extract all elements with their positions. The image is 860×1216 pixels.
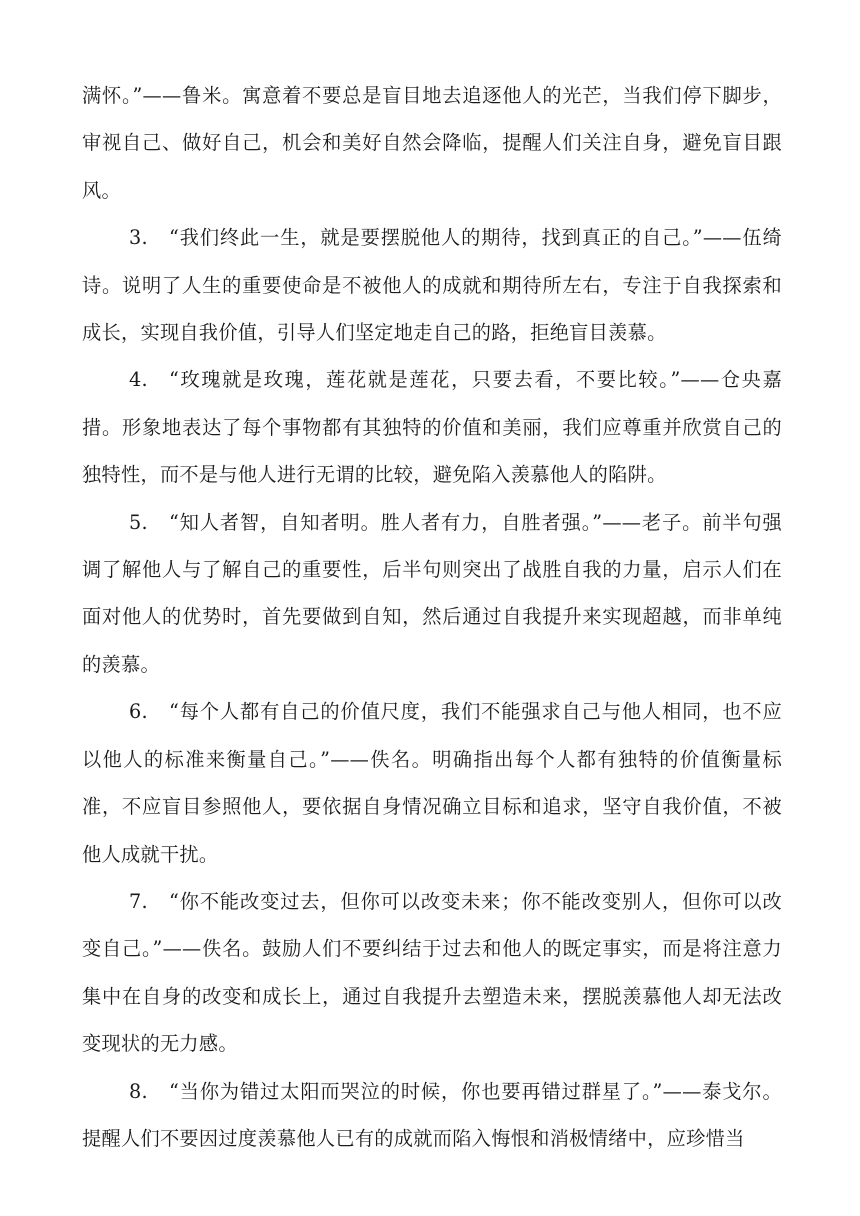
quote-item-3 [82, 214, 782, 356]
item-number: 3. [129, 226, 148, 250]
paragraph-text: “你不能改变过去，但你可以改变未来；你不能改变别人，但你可以改变自己。”——佚名。鼓励人们不要纠结于过去和他人的既定事实，而是将注意力集中在自身的改变和成长上，通过自我提升去塑造未来，摆脱羡慕他人却无法改变现状的无力感。 [82, 889, 782, 1056]
paragraph-text: “当你为错过太阳而哭泣的时候，你也要再错过群星了。”——泰戈尔。提醒人们不要因过度羡慕他人已有的成就而陷入悔恨和消极情绪中，应珍惜当 [82, 1079, 782, 1150]
quote-item-5 [82, 499, 782, 689]
item-number: 8. [129, 1079, 148, 1103]
document-body [82, 72, 782, 1162]
item-number: 5. [129, 510, 148, 534]
quote-item-4 [82, 356, 782, 498]
paragraph-text: 满怀。”——鲁米。寓意着不要总是盲目地去追逐他人的光芒，当我们停下脚步，审视自己、做好自己，机会和美好自然会降临，提醒人们关注自身，避免盲目跟风。 [82, 84, 782, 202]
paragraph-text: “每个人都有自己的价值尺度，我们不能强求自己与他人相同，也不应以他人的标准来衡量自己。”——佚名。明确指出每个人都有独特的价值衡量标准，不应盲目参照他人，要依据自身情况确立目标和追求，坚守自我价值，不被他人成就干扰。 [82, 700, 782, 866]
paragraph-continuation [82, 72, 782, 214]
paragraph-text: “玫瑰就是玫瑰，莲花就是莲花，只要去看，不要比较。”——仓央嘉措。形象地表达了每个事物都有其独特的价值和美丽，我们应尊重并欣赏自己的独特性，而不是与他人进行无谓的比较，避免陷入羡慕他人的陷阱。 [82, 368, 782, 487]
quote-item-7 [82, 878, 782, 1068]
paragraph-text: “我们终此一生，就是要摆脱他人的期待，找到真正的自己。”——伍绮诗。说明了人生的重要使命是不被他人的成就和期待所左右，专注于自我探索和成长，实现自我价值，引导人们坚定地走自己的路，拒绝盲目羡慕。 [82, 226, 782, 345]
item-number: 6. [129, 700, 148, 724]
item-number: 4. [129, 368, 148, 392]
quote-item-6 [82, 688, 782, 878]
item-number: 7. [129, 889, 148, 913]
paragraph-text: “知人者智，自知者明。胜人者有力，自胜者强。”——老子。前半句强调了解他人与了解自己的重要性，后半句则突出了战胜自我的力量，启示人们在面对他人的优势时，首先要做到自知，然后通过自我提升来实现超越，而非单纯的羡慕。 [82, 510, 782, 676]
quote-item-8 [82, 1068, 782, 1163]
